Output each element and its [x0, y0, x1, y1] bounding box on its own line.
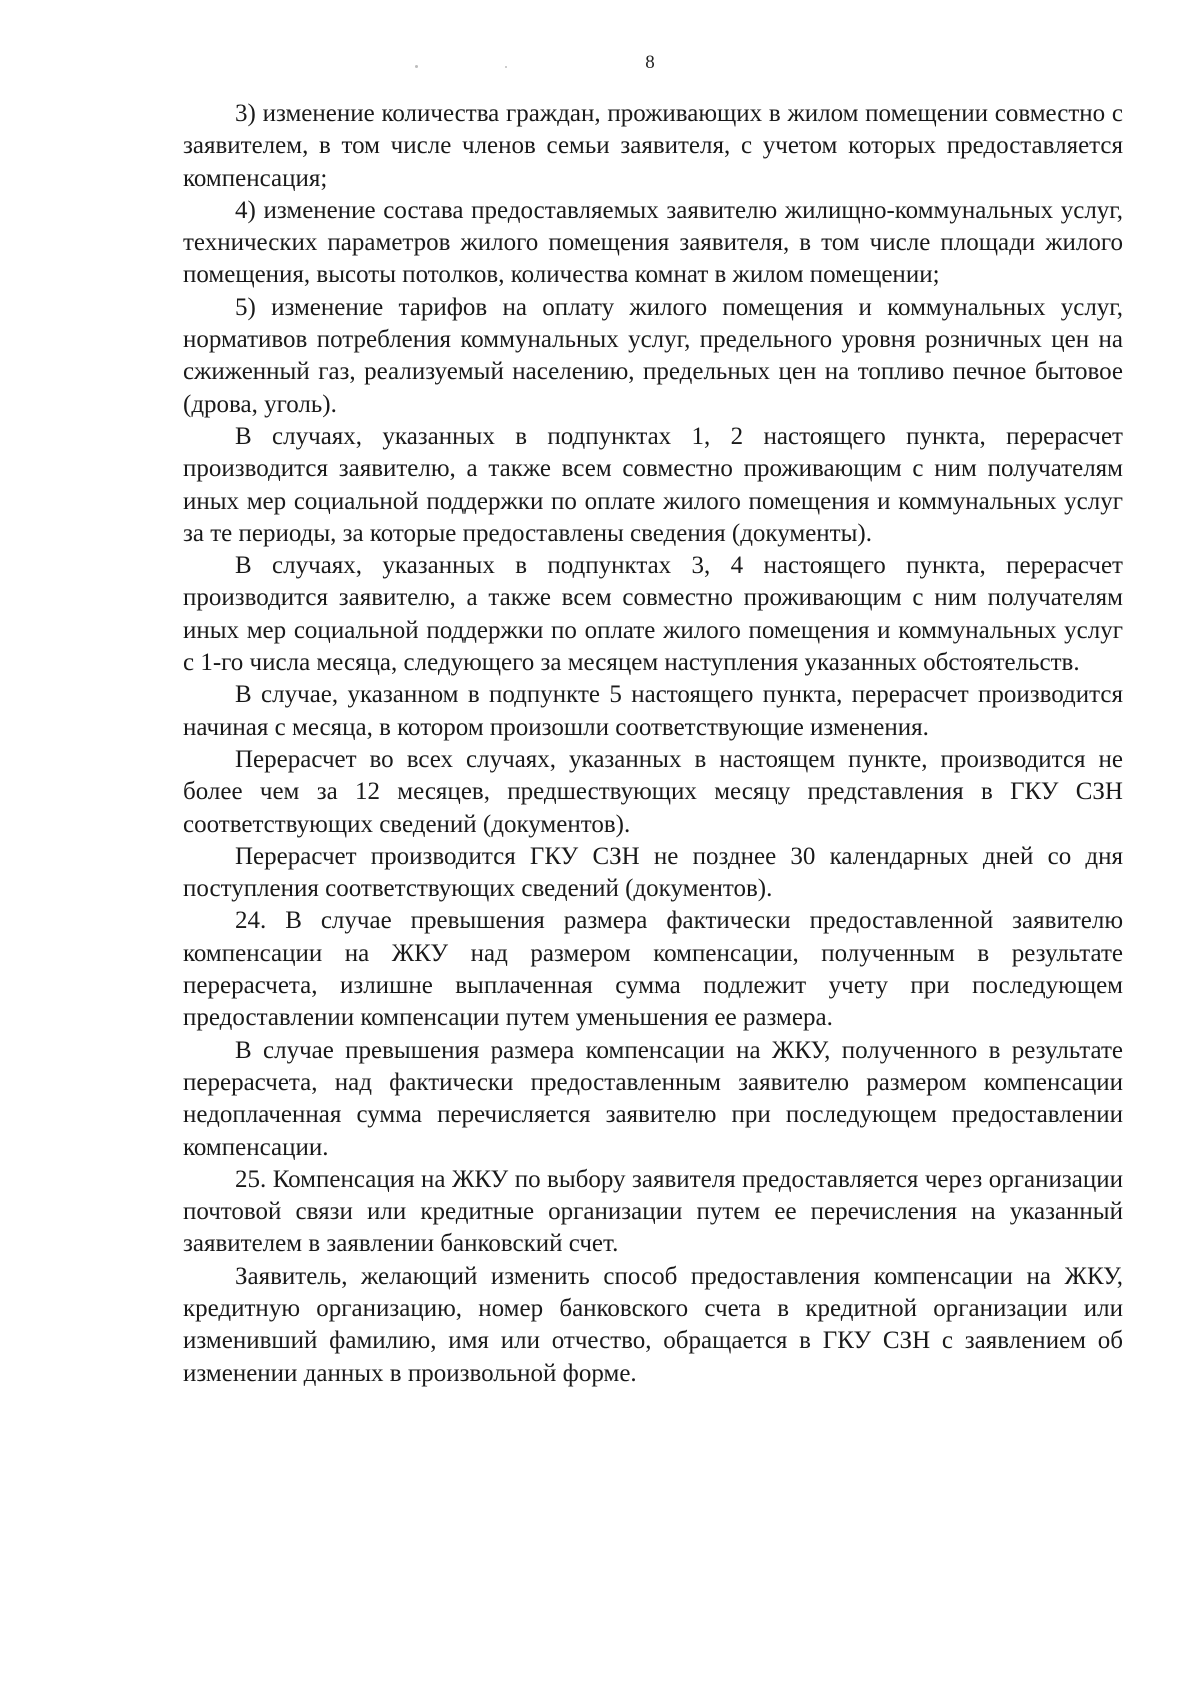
paragraph-clause-24: 24. В случае превышения размера фактически предоставленной заявителю компенсации на ЖКУ над размером компенсации, полученным в результате перерасчета, излишне выплаченная сумма подлежит учету при последующем предоставлении компенсации путем уменьшения ее размера. — [183, 907, 1123, 1032]
paragraph-change-method: Заявитель, желающий изменить способ предоставления компенсации на ЖКУ, кредитную организацию, номер банковского счета в кредитной организации или изменивший фамилию, имя или отчество, обращается в ГКУ СЗН с заявлением об изменении данных в произвольной форме. — [183, 1262, 1123, 1387]
document-body — [183, 98, 1123, 1390]
paragraph-item-3: 3) изменение количества граждан, проживающих в жилом помещении совместно с заявителем, в том числе членов семьи заявителя, с учетом которых предоставляется компенсация; — [183, 100, 1123, 192]
paragraph-recalc-limit: Перерасчет во всех случаях, указанных в настоящем пункте, производится не более чем за 12 месяцев, предшествующих месяцу представления в ГКУ СЗН соответствующих сведений (документов). — [183, 745, 1123, 838]
page-number: 8 — [645, 52, 655, 73]
paragraph-item-5: 5) изменение тарифов на оплату жилого помещения и коммунальных услуг, нормативов потребления коммунальных услуг, предельного уровня розничных цен на сжиженный газ, реализуемый населению, предельных цен на топливо печное бытовое (дрова, уголь). — [183, 293, 1123, 418]
paragraph-recalc-case-5: В случае, указанном в подпункте 5 настоящего пункта, перерасчет производится начиная с месяца, в котором произошли соответствующие изменения. — [183, 681, 1123, 741]
paragraph-item-4: 4) изменение состава предоставляемых заявителю жилищно-коммунальных услуг, технических параметров жилого помещения заявителя, в том числе площади жилого помещения, высоты потолков, количества комнат в жилом помещении; — [183, 196, 1123, 289]
paragraph-recalc-cases-1-2: В случаях, указанных в подпунктах 1, 2 настоящего пункта, перерасчет производится заявителю, а также всем совместно проживающим с ним получателям иных мер социальной поддержки по оплате жилого помещения и коммунальных услуг за те периоды, за которые предоставлены сведения (документы). — [183, 422, 1123, 547]
paragraph-clause-25: 25. Компенсация на ЖКУ по выбору заявителя предоставляется через организации почтовой связи или кредитные организации путем ее перечисления на указанный заявителем в заявлении банковский счет. — [183, 1165, 1123, 1258]
paragraph-recalc-deadline: Перерасчет производится ГКУ СЗН не позднее 30 календарных дней со дня поступления соответствующих сведений (документов). — [183, 842, 1123, 903]
paragraph-recalc-cases-3-4: В случаях, указанных в подпунктах 3, 4 настоящего пункта, перерасчет производится заявителю, а также всем совместно проживающим с ним получателям иных мер социальной поддержки по оплате жилого помещения и коммунальных услуг с 1-го числа месяца, следующего за месяцем наступления указанных обстоятельств. — [183, 552, 1123, 677]
paragraph-underpayment: В случае превышения размера компенсации на ЖКУ, полученного в результате перерасчета, над фактически предоставленным заявителю размером компенсации недоплаченная сумма перечисляется заявителю при последующем предоставлении компенсации. — [183, 1036, 1123, 1161]
